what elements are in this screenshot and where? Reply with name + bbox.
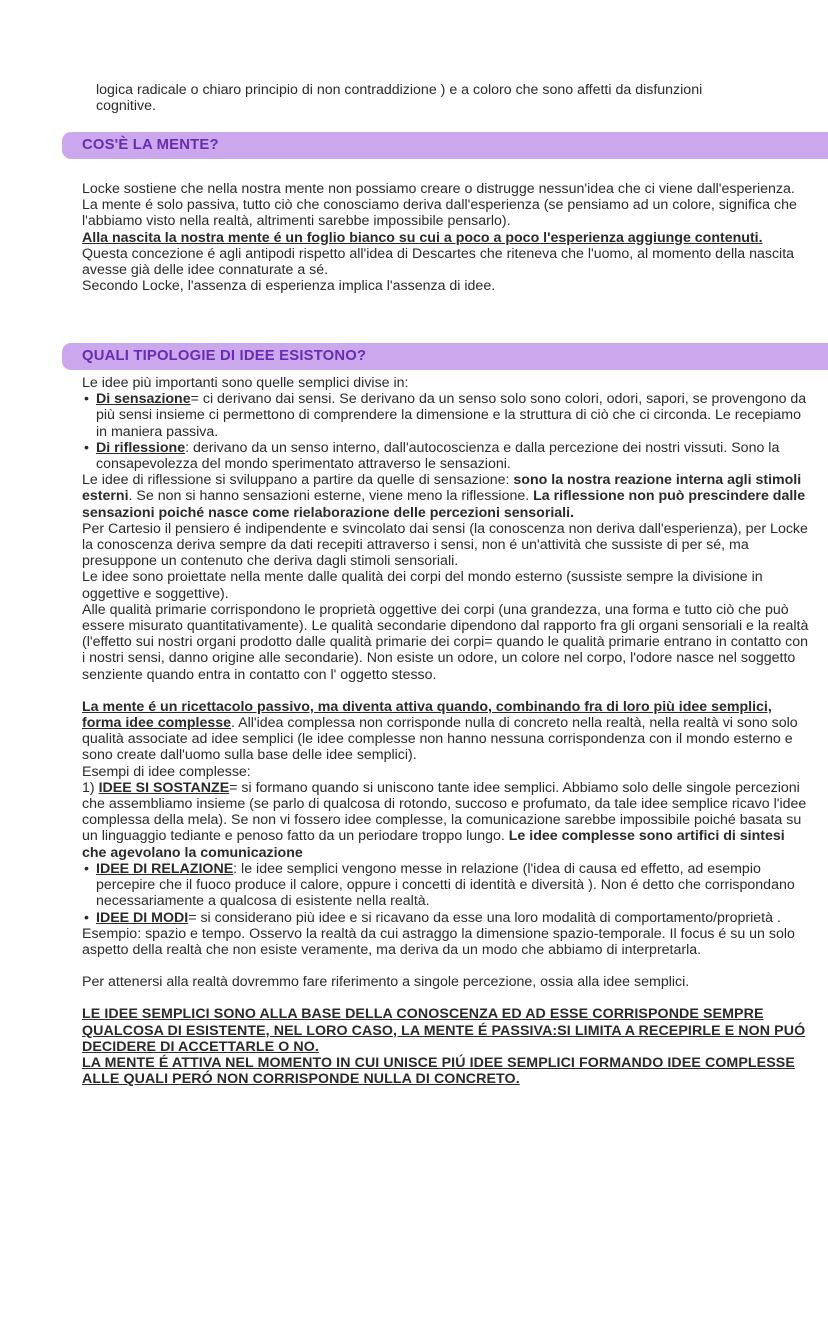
spacer bbox=[82, 990, 812, 1006]
conclusion-passive: LE IDEE SEMPLICI SONO ALLA BASE DELLA CONOSCENZA ED AD ESSE CORRISPONDE SEMPRE QUALCOSA DI ESISTENTE, NEL LORO CASO, LA MENTE É PASSIVA:SI LIMITA A RECEPIRLE E NON PUÓ DECIDERE DI ACCETTARLE O NO. bbox=[82, 1006, 806, 1055]
paragraph: Questa concezione é agli antipodi rispetto all'idea di Descartes che riteneva che l'uomo, al momento della nascita avesse già delle idee connaturate a sé. bbox=[82, 245, 795, 279]
term: Di riflessione bbox=[96, 439, 186, 456]
key-statement: La mente é un ricettacolo passivo, ma diventa attiva quando, combinando fra di loro più idee semplici, forma idee complesse bbox=[82, 698, 772, 732]
paragraph: Le idee più importanti sono quelle semplici divise in: bbox=[82, 375, 409, 391]
paragraph: Locke sostiene che nella nostra mente non possiamo creare o distrugge nessun'idea che ci viene dall'esperienza. La mente é solo passiva, tutto ciò che conosciamo deriva dall'esperienza (se pensiamo ad un colore, significa che l'abbiamo visto nella realtà, altrimenti sarebbe impossibile pensarlo). bbox=[82, 181, 797, 230]
definition: : derivano da un senso interno, dall'autocoscienza e dalla percezione dei nostri vissuti. Sono la consapevolezza del mondo sperimentato attraverso le sensazioni. bbox=[96, 439, 780, 473]
paragraph bbox=[82, 699, 812, 764]
list-item bbox=[96, 440, 812, 472]
definition: = si formano quando si uniscono tante idee semplici. Abbiamo solo delle singole percezioni che assembliamo insieme (se parlo di qualcosa di rotondo, succoso e profumato, da tale idee semplice ricavo l'idee complessa della mela). Se non vi fossero idee complesse, la comunicazione sarebbe impossibile poiché basata su un linguaggio tediante e penoso fatto da un periodare troppo lungo. bbox=[82, 779, 807, 845]
paragraph: Per Cartesio il pensiero é indipendente e svincolato dai sensi (la conoscenza non deriva dall'esperienza), per Locke la conoscenza deriva sempre da dati recepiti attraverso i sensi, non é un'attività che sussiste di per sé, ma presuppone un contenuto che deriva dagli stimoli sensoriali. bbox=[82, 520, 808, 570]
paragraph: Esempi di idee complesse: bbox=[82, 763, 251, 780]
text: . Se non si hanno sensazioni esterne, viene meno la riflessione. bbox=[128, 488, 534, 505]
section-mind-body bbox=[82, 181, 812, 294]
definition: = ci derivano dai sensi. Se derivano da un senso solo sono colori, odori, sapori, se provengono da più sensi insieme ci permettono di comprendere la dimensione e la struttura di ciò che ci circonda. Le recepiamo in maniera passiva. bbox=[96, 391, 807, 440]
section-heading-ideas: QUALI TIPOLOGIE DI IDEE ESISTONO? bbox=[82, 348, 367, 364]
definition: : le idee semplici vengono messe in relazione (l'idea di causa ed effetto, ad esempio percepire che il fuoco produce il calore, oppure i concetti di identità e diversità ). Non é detto che corrispondano necessariamente a qualcosa di esistente nella realtà. bbox=[96, 860, 795, 910]
conclusion-active: LA MENTE É ATTIVA NEL MOMENTO IN CUI UNISCE PIÚ IDEE SEMPLICI FORMANDO IDEE COMPLESSE ALLE QUALI PERÓ NON CORRISPONDE NULLA DI CONCRETO. bbox=[82, 1054, 795, 1088]
section-heading-band bbox=[62, 132, 828, 159]
text: Le idee di riflessione si sviluppano a partire da quelle di sensazione: bbox=[82, 472, 514, 489]
list-item bbox=[96, 391, 812, 440]
term: IDEE DI MODI bbox=[96, 909, 189, 926]
section-heading-band bbox=[62, 343, 828, 370]
spacer bbox=[82, 683, 812, 699]
bold-text: sono la nostra reazione interna agli stimoli esterni bbox=[82, 472, 802, 505]
paragraph: Alle qualità primarie corrispondono le proprietà oggettive dei corpi (una grandezza, una forma e tutto ciò che può essere misurato quantitativamente). Le qualità secondarie dipendono dal rapporto fra gli organi sensoriali e la realtà (l'effetto sui nostri organi prodotto dalle qualità primarie dei corpi= quando le qualità primarie entrano in contatto con i nostri sensi, danno origine alle secondarie). Non esiste un odore, un colore nel corpo, l'odore nasce nel soggetto senziente quando entra in contatto con l' oggetto stesso. bbox=[82, 601, 809, 683]
section-ideas-body bbox=[82, 375, 812, 1087]
definition: = si considerano più idee e si ricavano da esse una loro modalità di comportamento/proprietà . bbox=[188, 909, 781, 926]
section-heading-mind: COS'È LA MENTE? bbox=[82, 137, 219, 153]
paragraph bbox=[82, 472, 812, 521]
text: . All'idea complessa non corrisponde nulla di concreto nella realtà, nella realtà vi sono solo qualità associate ad idee semplici (le idee complesse non hanno nessuna corrispondenza con il mondo esterno e sono create dall'uomo sulla base delle idee semplici). bbox=[82, 715, 798, 764]
term: Di sensazione bbox=[96, 391, 191, 408]
paragraph: Le idee sono proiettate nella mente dalle qualità dei corpi del mondo esterno (sussiste sempre la divisione in oggettive e soggettive). bbox=[82, 569, 763, 602]
simple-ideas-list bbox=[82, 391, 812, 472]
bold-text: Le idee complesse sono artifici di sintesi che agevolano la comunicazione bbox=[82, 828, 785, 861]
intro-paragraph bbox=[96, 82, 736, 114]
bold-text: La riflessione non può prescindere dalle sensazioni poiché nasce come rielaborazione delle percezioni sensoriali. bbox=[82, 488, 806, 521]
intro-text: logica radicale o chiaro principio di non contraddizione ) e a coloro che sono affetti da disfunzioni cognitive. bbox=[96, 82, 703, 115]
list-item bbox=[96, 861, 812, 910]
term: IDEE SI SOSTANZE bbox=[98, 779, 230, 796]
paragraph bbox=[82, 780, 812, 861]
paragraph: Esempio: spazio e tempo. Osservo la realtà da cui astraggo la dimensione spazio-temporale. Il focus é su un solo aspetto della realtà che non esiste veramente, ma deriva da un modo che abbiamo di interpretarla. bbox=[82, 925, 795, 958]
paragraph: Per attenersi alla realtà dovremmo fare riferimento a singole percezione, ossia alla idee semplici. bbox=[82, 974, 690, 991]
term: IDEE DI RELAZIONE bbox=[96, 860, 234, 877]
number: 1) bbox=[82, 779, 99, 796]
complex-ideas-list bbox=[82, 861, 812, 926]
key-statement: Alla nascita la nostra mente é un foglio bianco su cui a poco a poco l'esperienza aggiunge contenuti. bbox=[82, 229, 763, 246]
spacer bbox=[82, 958, 812, 974]
list-item bbox=[96, 910, 812, 926]
paragraph: Secondo Locke, l'assenza di esperienza implica l'assenza di idee. bbox=[82, 278, 496, 295]
